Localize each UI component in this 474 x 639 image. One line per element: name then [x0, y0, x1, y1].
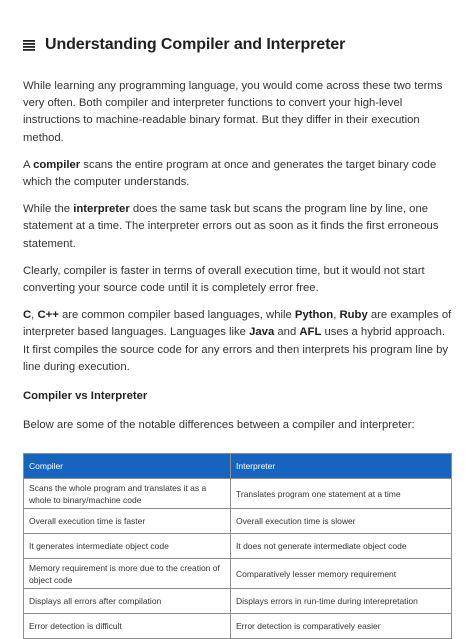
header-interpreter: Interpreter — [231, 454, 452, 479]
table-cell: Translates program one statement at a time — [231, 479, 452, 509]
comparison-table — [23, 453, 452, 639]
table-intro: Below are some of the notable differences between a compiler and interpreter: — [23, 419, 415, 432]
table-row — [24, 479, 452, 509]
table-cell: Overall execution time is faster — [24, 509, 231, 534]
table-cell: It does not generate intermediate object code — [231, 534, 452, 559]
menu-lines-icon — [23, 40, 35, 51]
speed-paragraph: Clearly, compiler is faster in terms of overall execution time, but it would not start converting your source code until it is completely error free. — [23, 264, 425, 295]
table-row — [24, 534, 452, 559]
table-cell: It generates intermediate object code — [24, 534, 231, 559]
table-cell: Scans the whole program and translates it as a whole to binary/machine code — [24, 479, 231, 509]
table-cell: Displays errors in run-time during interepretation — [231, 589, 452, 614]
table-cell: Displays all errors after compilation — [24, 589, 231, 614]
interpreter-paragraph: While the interpreter does the same task but scans the program line by line, one statement at a time. The interpreter errors out as soon as it finds the first erroneous statement. — [23, 203, 439, 250]
table-row — [24, 589, 452, 614]
table-cell: Comparatively lesser memory requirement — [231, 559, 452, 589]
table-header-row — [24, 454, 452, 479]
compiler-paragraph: A compiler scans the entire program at once and generates the target binary code which the computer understands. — [23, 158, 437, 189]
article — [23, 34, 453, 639]
comparison-subheading: Compiler vs Interpreter — [23, 390, 148, 403]
intro-paragraph: While learning any programming language, you would come across these two terms very often. Both compiler and interpreter functions to convert your high-level instructions to machine-readable binary format. But they differ in their execution method. — [23, 80, 443, 144]
table-cell: Error detection is difficult — [24, 614, 231, 639]
section-title: Understanding Compiler and Interpreter — [45, 36, 346, 53]
table-row — [24, 614, 452, 639]
section-heading — [23, 34, 453, 56]
table-row — [24, 559, 452, 589]
languages-paragraph: C, C++ are common compiler based languages, while Python, Ruby are examples of interpreter based languages. Languages like Java and AFL uses a hybrid approach. It first compiles the source code for any errors and then interprets his program line by line during execution. — [23, 309, 452, 373]
interpreter-term: interpreter — [73, 203, 130, 216]
header-compiler: Compiler — [24, 454, 231, 479]
table-cell: Error detection is comparatively easier — [231, 614, 452, 639]
table-row — [24, 509, 452, 534]
table-cell: Memory requirement is more due to the creation of object code — [24, 559, 231, 589]
compiler-term: compiler — [33, 158, 81, 171]
table-cell: Overall execution time is slower — [231, 509, 452, 534]
